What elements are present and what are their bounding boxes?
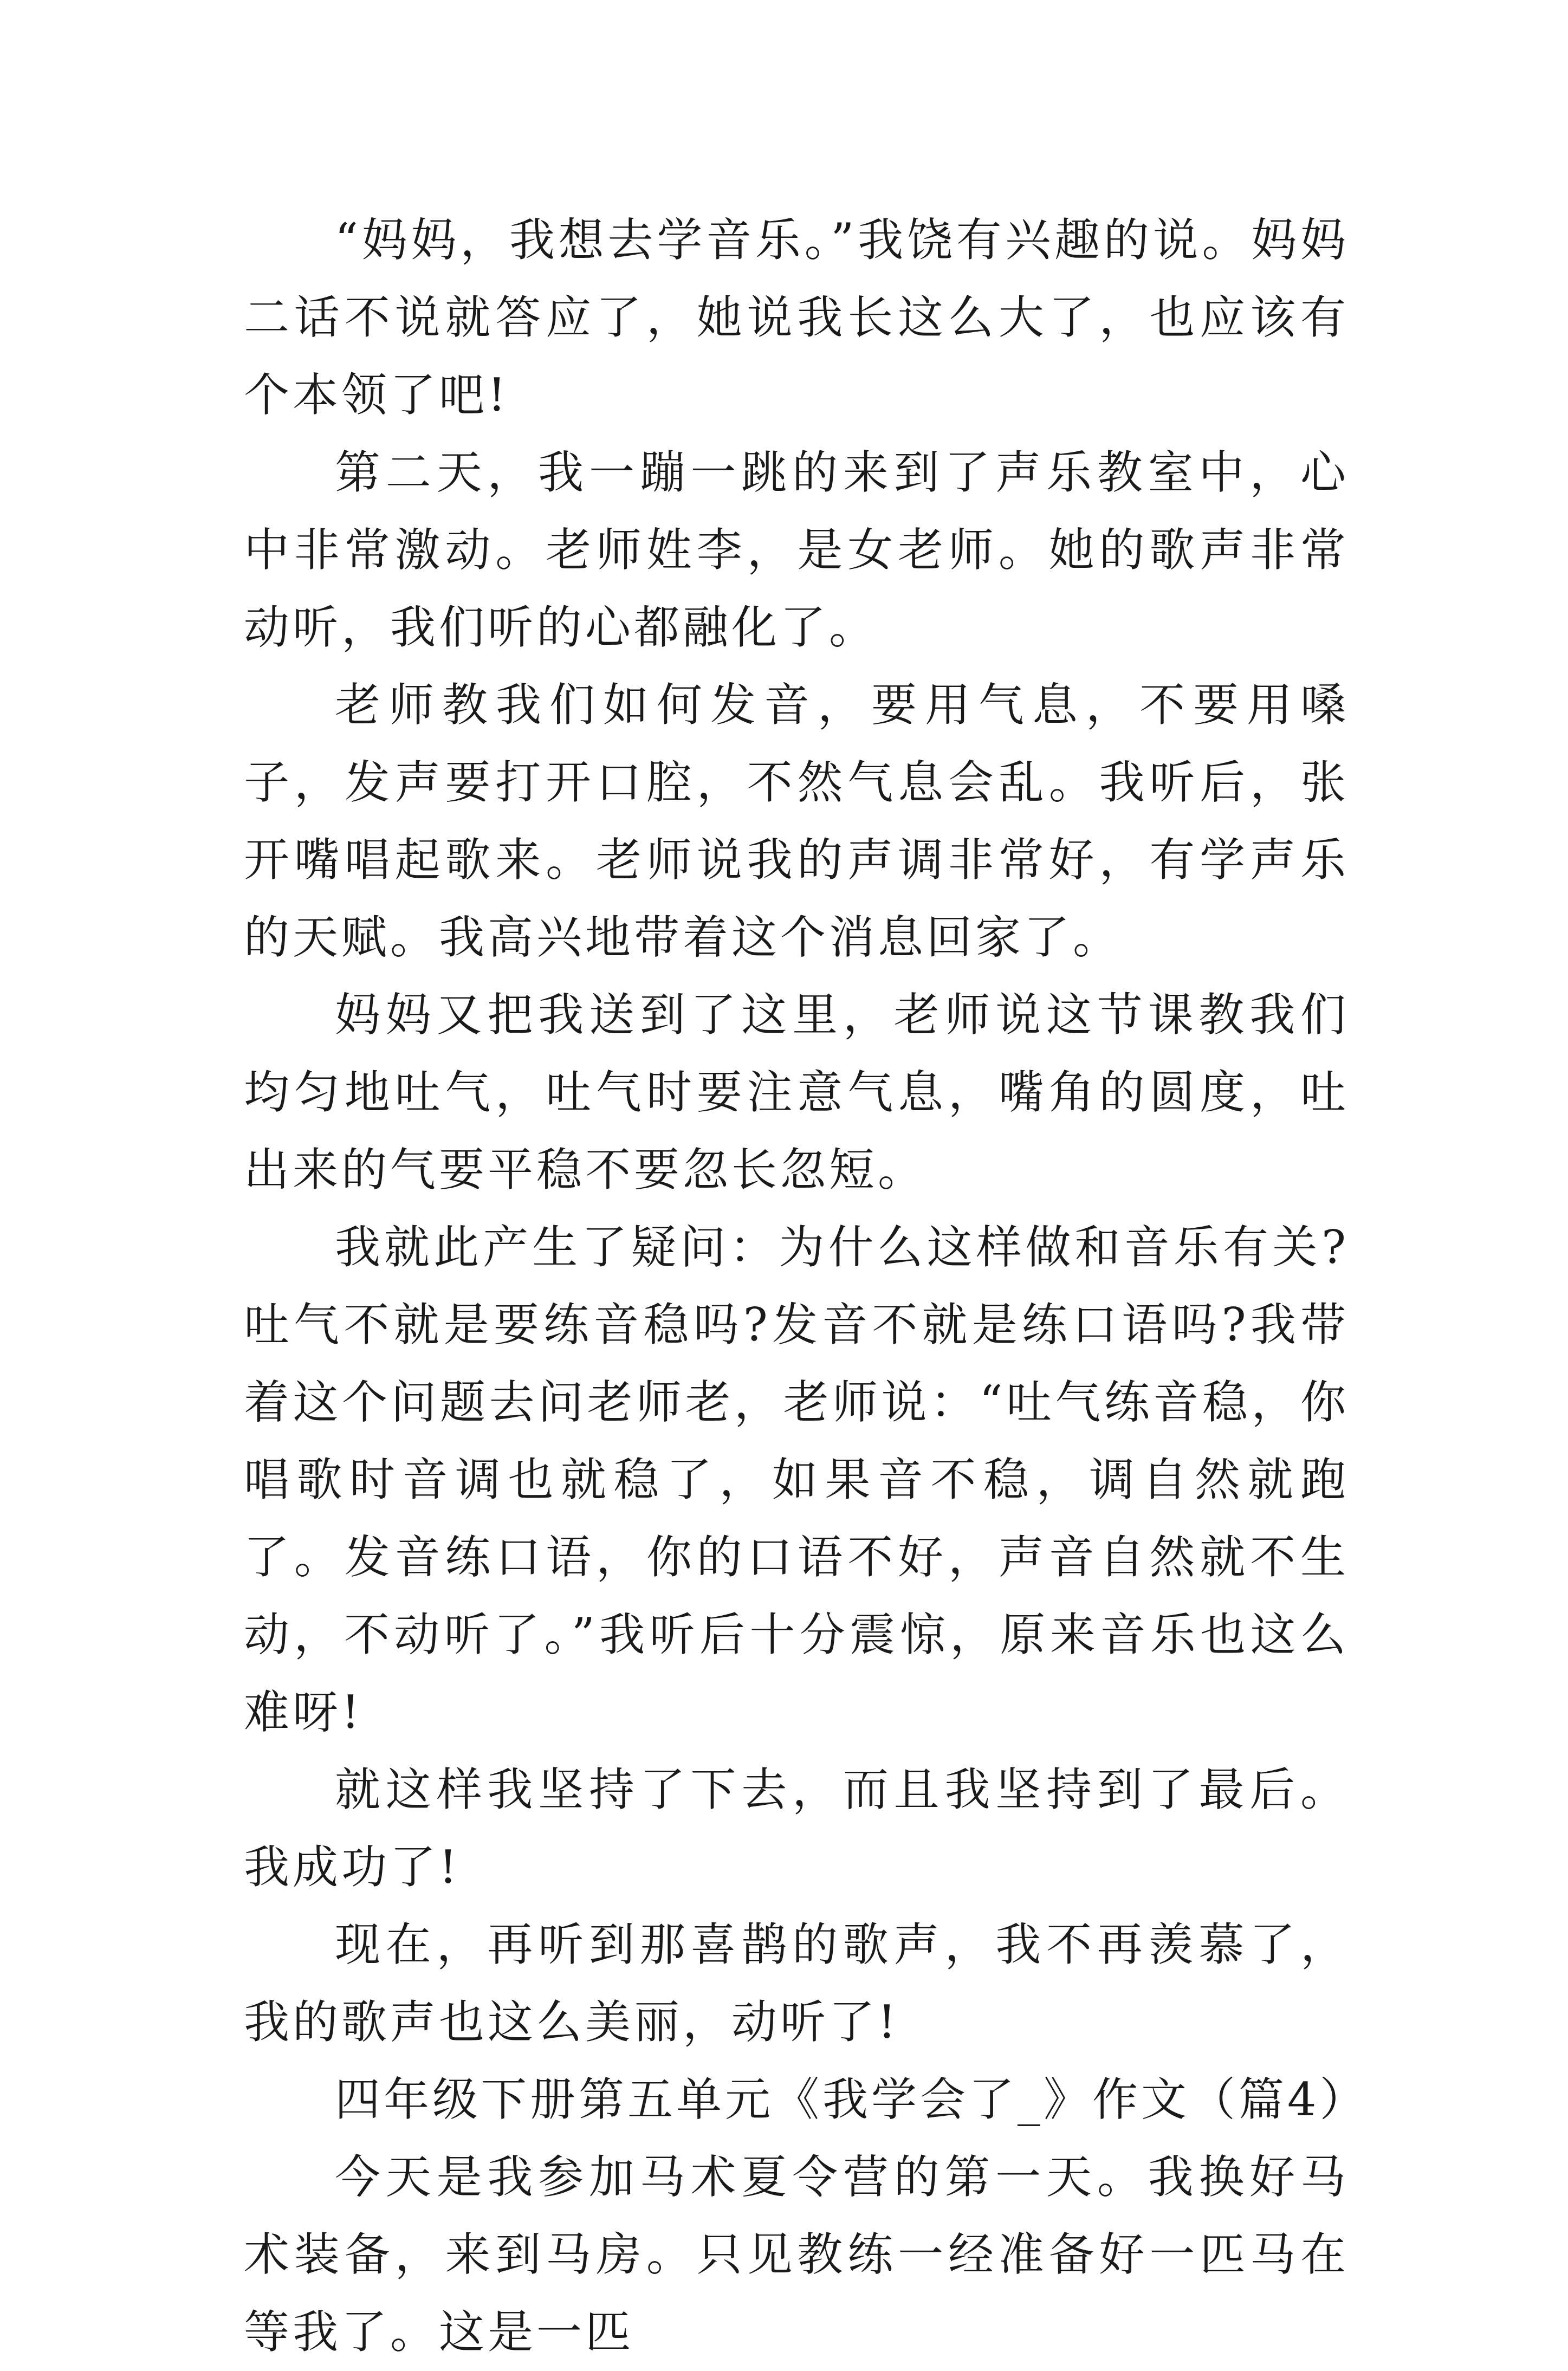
paragraph-1: “妈妈，我想去学音乐。”我饶有兴趣的说。妈妈二话不说就答应了，她说我长这么大了，也应该有个本领了吧! — [244, 213, 1349, 422]
paragraph-6: 就这样我坚持了下去，而且我坚持到了最后。我成功了! — [244, 1763, 1349, 1894]
paragraph-8: 今天是我参加马术夏令营的第一天。我换好马术装备，来到马房。只见教练一经准备好一匹马在等我了。这是一匹 — [244, 2150, 1349, 2359]
section-heading: 四年级下册第五单元《我学会了_》作文（篇4） — [335, 2073, 1369, 2126]
paragraph-3: 老师教我们如何发音，要用气息，不要用嗓子，发声要打开口腔，不然气息会乱。我听后，张开嘴唱起歌来。老师说我的声调非常好，有学声乐的天赋。我高兴地带着这个消息回家了。 — [244, 678, 1349, 964]
document-body — [244, 202, 1369, 2371]
paragraph-7: 现在，再听到那喜鹊的歌声，我不再羡慕了，我的歌声也这么美丽，动听了! — [244, 1918, 1349, 2049]
paragraph-5: 我就此产生了疑问：为什么这样做和音乐有关?吐气不就是要练音稳吗?发音不就是练口语吗?我带着这个问题去问老师老，老师说：“吐气练音稳，你唱歌时音调也就稳了，如果音不稳，调自然就跑了。发音练口语，你的口语不好，声音自然就不生动，不动听了。”我听后十分震惊，原来音乐也这么难呀! — [244, 1221, 1349, 1739]
paragraph-2: 第二天，我一蹦一跳的来到了声乐教室中，心中非常激动。老师姓李，是女老师。她的歌声非常动听，我们听的心都融化了。 — [244, 446, 1349, 654]
paragraph-4: 妈妈又把我送到了这里，老师说这节课教我们均匀地吐气，吐气时要注意气息，嘴角的圆度，吐出来的气要平稳不要忽长忽短。 — [244, 988, 1349, 1196]
